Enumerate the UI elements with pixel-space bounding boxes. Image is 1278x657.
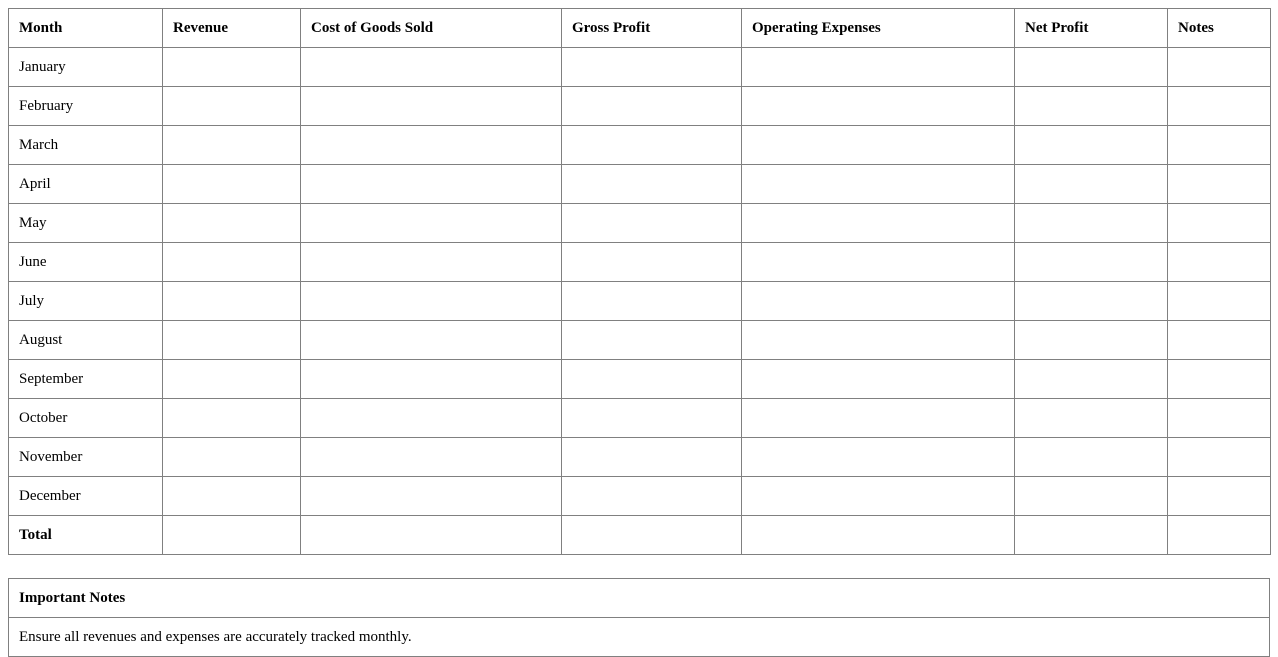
table-row [9,48,1271,87]
empty-value-cell [1168,204,1271,243]
important-notes-table [8,578,1270,657]
empty-value-cell [301,87,562,126]
table-row [9,321,1271,360]
empty-value-cell [1168,360,1271,399]
table-header-row [9,9,1271,48]
empty-value-cell [163,516,301,555]
empty-value-cell [301,360,562,399]
empty-value-cell [301,48,562,87]
empty-value-cell [1168,438,1271,477]
empty-value-cell [742,126,1015,165]
empty-value-cell [1015,87,1168,126]
month-cell: December [9,477,163,516]
empty-value-cell [301,165,562,204]
empty-value-cell [1015,282,1168,321]
empty-value-cell [1015,477,1168,516]
empty-value-cell [1168,516,1271,555]
empty-value-cell [163,282,301,321]
empty-value-cell [562,516,742,555]
empty-value-cell [301,477,562,516]
month-cell: May [9,204,163,243]
empty-value-cell [562,48,742,87]
empty-value-cell [163,87,301,126]
header-notes: Notes [1168,9,1271,48]
empty-value-cell [163,165,301,204]
month-cell: September [9,360,163,399]
empty-value-cell [1168,165,1271,204]
table-row [9,165,1271,204]
header-net-profit: Net Profit [1015,9,1168,48]
empty-value-cell [163,360,301,399]
table-row [9,282,1271,321]
empty-value-cell [163,204,301,243]
empty-value-cell [742,516,1015,555]
empty-value-cell [562,282,742,321]
table-row [9,204,1271,243]
table-row [9,360,1271,399]
empty-value-cell [742,321,1015,360]
total-row [9,516,1271,555]
header-gross-profit: Gross Profit [562,9,742,48]
empty-value-cell [1168,243,1271,282]
total-label: Total [9,516,163,555]
empty-value-cell [742,282,1015,321]
empty-value-cell [1015,243,1168,282]
month-cell: March [9,126,163,165]
empty-value-cell [301,516,562,555]
empty-value-cell [1015,438,1168,477]
empty-value-cell [562,165,742,204]
header-operating-expenses: Operating Expenses [742,9,1015,48]
empty-value-cell [301,126,562,165]
table-row [9,126,1271,165]
table-body [9,48,1271,555]
empty-value-cell [163,399,301,438]
table-row [9,438,1271,477]
empty-value-cell [1015,360,1168,399]
empty-value-cell [301,243,562,282]
month-cell: October [9,399,163,438]
empty-value-cell [1168,282,1271,321]
empty-value-cell [1015,204,1168,243]
header-revenue: Revenue [163,9,301,48]
empty-value-cell [562,360,742,399]
notes-line: Ensure all revenues and expenses are accurately tracked monthly. [9,618,1270,657]
table-row [9,399,1271,438]
empty-value-cell [562,243,742,282]
empty-value-cell [301,399,562,438]
empty-value-cell [1168,321,1271,360]
month-cell: November [9,438,163,477]
empty-value-cell [301,321,562,360]
month-cell: June [9,243,163,282]
empty-value-cell [742,87,1015,126]
month-cell: August [9,321,163,360]
empty-value-cell [163,126,301,165]
empty-value-cell [562,204,742,243]
empty-value-cell [1015,126,1168,165]
empty-value-cell [742,204,1015,243]
empty-value-cell [163,477,301,516]
month-cell: January [9,48,163,87]
empty-value-cell [562,126,742,165]
notes-title: Important Notes [9,579,1270,618]
empty-value-cell [1168,126,1271,165]
empty-value-cell [1168,48,1271,87]
empty-value-cell [742,165,1015,204]
empty-value-cell [742,48,1015,87]
empty-value-cell [562,477,742,516]
empty-value-cell [1015,516,1168,555]
empty-value-cell [562,399,742,438]
table-row [9,477,1271,516]
empty-value-cell [163,48,301,87]
empty-value-cell [1015,399,1168,438]
empty-value-cell [1015,165,1168,204]
header-cost-of-goods-sold: Cost of Goods Sold [301,9,562,48]
month-cell: April [9,165,163,204]
empty-value-cell [1168,87,1271,126]
table-row [9,243,1271,282]
empty-value-cell [742,477,1015,516]
empty-value-cell [163,321,301,360]
monthly-financial-table [8,8,1271,555]
month-cell: February [9,87,163,126]
empty-value-cell [1015,48,1168,87]
empty-value-cell [1168,477,1271,516]
empty-value-cell [562,438,742,477]
empty-value-cell [742,438,1015,477]
empty-value-cell [742,399,1015,438]
empty-value-cell [742,243,1015,282]
empty-value-cell [163,438,301,477]
notes-line-row [9,618,1270,657]
empty-value-cell [301,204,562,243]
empty-value-cell [562,87,742,126]
empty-value-cell [562,321,742,360]
table-row [9,87,1271,126]
empty-value-cell [1015,321,1168,360]
empty-value-cell [1168,399,1271,438]
empty-value-cell [301,282,562,321]
empty-value-cell [301,438,562,477]
header-month: Month [9,9,163,48]
notes-header-row [9,579,1270,618]
empty-value-cell [163,243,301,282]
empty-value-cell [742,360,1015,399]
month-cell: July [9,282,163,321]
